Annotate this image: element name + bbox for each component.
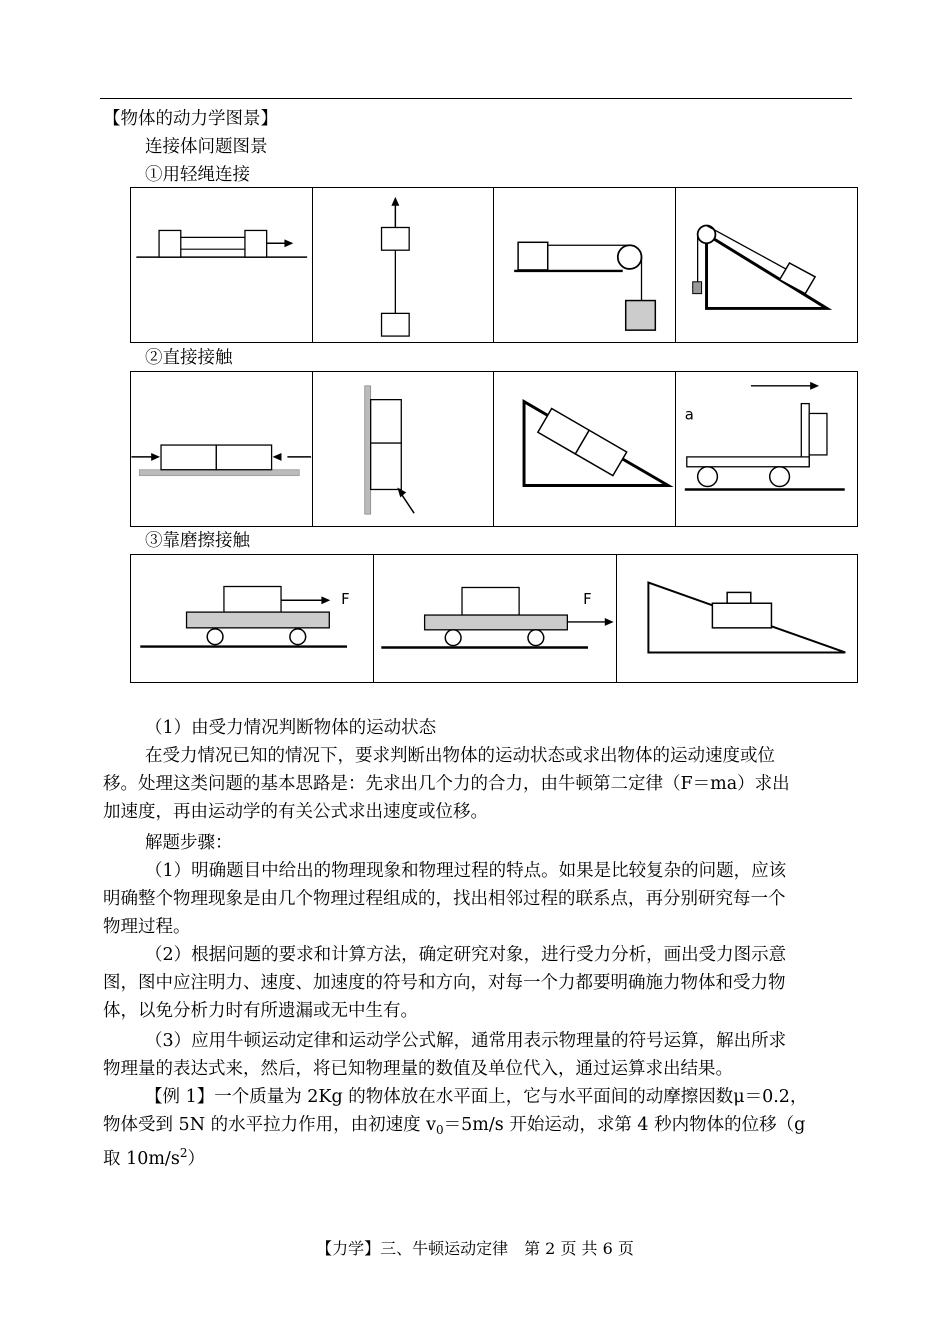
force-arrow-head — [321, 596, 330, 604]
up-arrow-head — [391, 197, 399, 206]
block-upper — [370, 400, 401, 443]
example-1-line-3 — [103, 1142, 205, 1170]
vertical-rope-svg — [313, 188, 494, 342]
example-text-1: 一个质量为 2Kg 的物体放在水平面上，它与水平面间的动摩擦因数μ＝0.2， — [214, 1087, 808, 1107]
example-text-2b: ＝5m/s 开始运动，求第 4 秒内物体的位移（g — [443, 1115, 806, 1135]
section-title: 【物体的动力学图景】 — [103, 109, 278, 129]
diagram-strip-contact — [130, 371, 858, 527]
wheel-right — [290, 629, 306, 645]
step-3-line-1: （3）应用牛顿运动定律和运动学公式解，通常用表示物理量的符号运算，解出所求 — [145, 1031, 787, 1051]
diagram-incline-blocks — [494, 372, 676, 526]
push-arrow-right-head — [273, 453, 282, 461]
diagram-incline-stack — [617, 555, 857, 682]
wheel-left — [697, 467, 717, 487]
wheel-right — [769, 467, 789, 487]
incline-wedge — [706, 234, 826, 308]
force-label: F — [583, 591, 592, 609]
example-text-2a: 物体受到 5N 的水平拉力作用，由初速度 v — [103, 1115, 437, 1135]
diagram-horizontal-rope — [131, 188, 313, 342]
wheel-left — [445, 630, 461, 646]
cart-force-bottom-svg — [374, 555, 616, 682]
example-1-line-1 — [145, 1086, 807, 1108]
step-2-line-1: （2）根据问题的要求和计算方法，确定研究对象，进行受力分析，画出受力图示意 — [145, 945, 787, 965]
pulley — [697, 226, 715, 244]
diagram-wall-blocks — [313, 372, 495, 526]
cart-bed — [686, 457, 808, 467]
ground — [139, 470, 299, 476]
diagram-cart-force-bottom — [374, 555, 617, 682]
steps-title: 解题步骤： — [145, 833, 233, 853]
step-3-line-2: 物理量的表达式来，然后，将已知物理量的数值及单位代入，通过运算求出结果。 — [103, 1059, 733, 1079]
step-2-line-2: 图，图中应注明力、速度、加速度的符号和方向，对每一个力都要明确施力物体和受力物 — [103, 973, 786, 993]
force-label: F — [341, 591, 350, 609]
wheel-left — [207, 629, 223, 645]
accel-label: a — [684, 406, 694, 424]
force-arrow-head — [605, 618, 614, 626]
block-against-wall — [809, 413, 827, 454]
block-top — [381, 227, 409, 250]
top-block — [462, 587, 519, 615]
incline-stack-svg — [617, 555, 857, 682]
para-1-line-2: 移。处理这类问题的基本思路是：先求出几个力的合力，由牛顿第二定律（F＝ma）求出 — [103, 774, 790, 794]
step-2-line-3: 体，以免分析力时有所遗漏或无中生有。 — [103, 1001, 418, 1021]
step-1-line-3: 物理过程。 — [103, 917, 191, 937]
upper-block — [727, 592, 751, 603]
step-1-line-1: （1）明确题目中给出的物理现象和物理过程的特点。如果是比较复杂的问题，应该 — [145, 861, 787, 881]
diagram-vertical-rope — [313, 188, 495, 342]
category-label-friction: ③靠磨擦接触 — [145, 531, 250, 551]
diagram-pushed-blocks — [131, 372, 313, 526]
cart-force-top-svg — [131, 555, 373, 682]
board — [187, 612, 330, 628]
pushed-blocks-svg — [131, 372, 312, 526]
block-right — [216, 445, 271, 470]
block-left — [159, 230, 181, 257]
diagram-strip-friction — [130, 554, 858, 683]
heading-1: （1）由受力情况判断物体的运动状态 — [145, 718, 437, 738]
para-1-line-3: 加速度，再由运动学的有关公式求出速度或位移。 — [103, 802, 488, 822]
diagram-strip-rope — [130, 187, 858, 343]
hanging-mass — [626, 301, 656, 331]
lower-block — [712, 603, 771, 628]
block-on-table — [518, 242, 548, 270]
diagram-table-pulley — [494, 188, 676, 342]
incline-blocks-svg — [494, 372, 675, 526]
wheel-right — [528, 630, 544, 646]
wall-blocks-svg — [313, 372, 494, 526]
block-right — [245, 230, 267, 257]
para-1-line-1: 在受力情况已知的情况下，要求判断出物体的运动状态或求出物体的运动速度或位 — [145, 746, 775, 766]
header-rule — [100, 98, 852, 99]
board — [425, 615, 568, 630]
horizontal-rope-svg — [131, 188, 312, 342]
example-tag: 【例 1】 — [145, 1087, 215, 1107]
category-label-contact: ②直接接触 — [145, 348, 233, 368]
block-lower — [370, 443, 401, 489]
page-footer: 【力学】三、牛顿运动定律 第 2 页 共 6 页 — [316, 1239, 634, 1258]
top-block — [224, 587, 281, 613]
hanging-mass — [692, 282, 701, 294]
accel-arrow-head — [810, 382, 819, 390]
block-bottom — [381, 313, 409, 336]
push-arrow-left-head — [151, 453, 160, 461]
example-text-3b: ） — [187, 1148, 205, 1169]
diagram-incline-pulley — [676, 188, 858, 342]
diagram-cart-force-top — [131, 555, 374, 682]
block-left — [161, 445, 216, 470]
table-pulley-svg — [494, 188, 675, 342]
cart-block-svg — [676, 372, 858, 526]
pulley — [618, 245, 642, 269]
example-text-3a: 取 10m/s — [103, 1148, 180, 1169]
subtitle: 连接体问题图景 — [145, 137, 268, 157]
example-1-line-2 — [103, 1114, 805, 1141]
wall — [364, 386, 370, 514]
example-subscript: 0 — [436, 1123, 444, 1137]
step-1-line-2: 明确整个物理现象是由几个物理过程组成的，找出相邻过程的联系点，再分别研究每一个 — [103, 889, 786, 909]
force-arrow-head — [284, 239, 293, 247]
diagram-cart-block — [676, 372, 858, 526]
example-superscript: 2 — [179, 1146, 188, 1160]
incline-pulley-svg — [676, 188, 858, 342]
category-label-rope: ①用轻绳连接 — [145, 165, 250, 185]
